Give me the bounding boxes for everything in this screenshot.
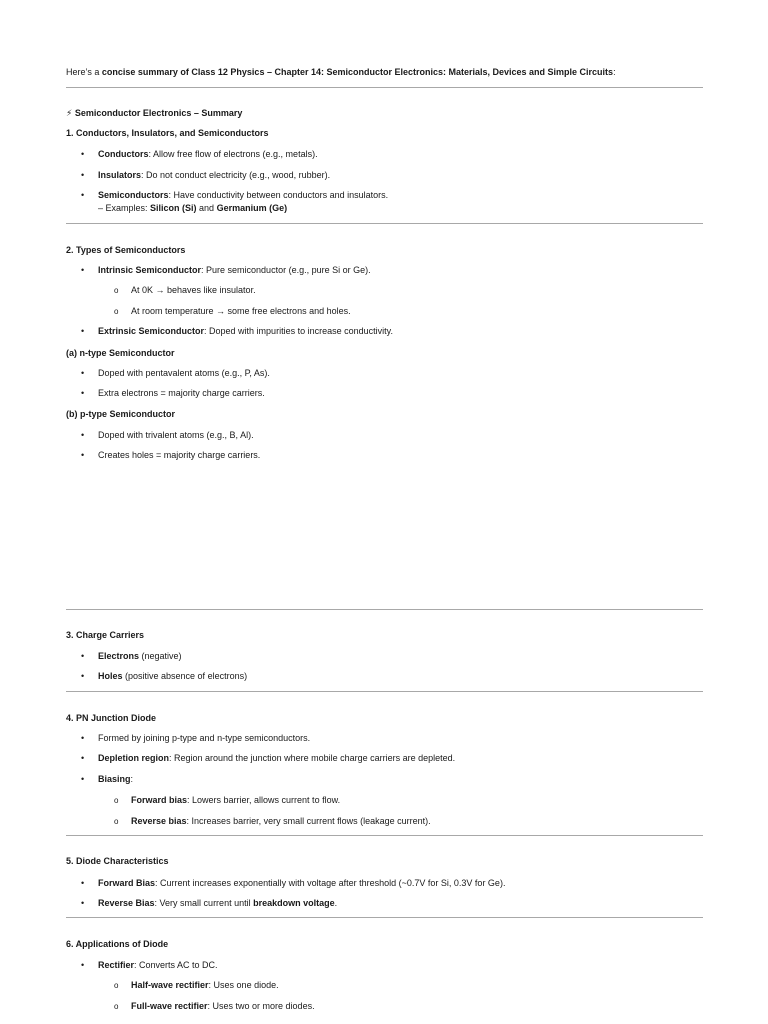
bullet-icon: • (81, 368, 85, 378)
sub-bullet-icon: o (114, 1002, 119, 1011)
term: Full-wave rectifier (131, 1001, 208, 1011)
divider (66, 835, 703, 836)
description: : Current increases exponentially with voltage after threshold (~0.7V for Si, 0.3V for Ge). (155, 878, 506, 888)
section-heading: 3. Charge Carriers (66, 630, 145, 640)
section-heading: 5. Diode Characteristics (66, 856, 169, 866)
description: : Uses one diode. (208, 980, 279, 990)
bullet-icon: • (81, 190, 85, 200)
bullet-icon: • (81, 753, 85, 763)
description: : Allow free flow of electrons (e.g., metals). (148, 149, 318, 159)
description: : Uses two or more diodes. (207, 1001, 315, 1011)
bullet-icon: • (81, 898, 85, 908)
description: At room temperature → some free electrons and holes. (131, 306, 351, 316)
summary-title-text: Semiconductor Electronics – Summary (74, 108, 243, 118)
description: : Increases barrier, very small current flows (leakage current). (186, 816, 431, 826)
description: Doped with trivalent atoms (e.g., B, Al). (98, 430, 254, 440)
term: Intrinsic Semiconductor (98, 265, 202, 275)
intro-line (66, 66, 616, 79)
description: : Pure semiconductor (e.g., pure Si or Ge). (201, 265, 371, 275)
summary-title (66, 107, 242, 120)
description: : Have conductivity between conductors and insulators. (168, 190, 389, 200)
intro-lead: Here’s a (66, 67, 102, 77)
bullet-icon: • (81, 671, 85, 681)
bullet-icon: • (81, 450, 85, 460)
term: Forward Bias (98, 878, 156, 888)
bullet-icon: • (81, 388, 85, 398)
description: At 0K → behaves like insulator. (131, 285, 256, 295)
term: Holes (98, 671, 123, 681)
term: Biasing (98, 774, 131, 784)
bullet-icon: • (81, 878, 85, 888)
term: Half-wave rectifier (131, 980, 209, 990)
description: (negative) (139, 651, 182, 661)
term: Depletion region (98, 753, 170, 763)
sub-bullet-icon: o (114, 307, 119, 316)
description: : Do not conduct electricity (e.g., wood, rubber). (141, 170, 331, 180)
description: : Region around the junction where mobile charge carriers are depleted. (169, 753, 456, 763)
sub-bullet-icon: o (114, 796, 119, 805)
sub-bullet-icon: o (114, 981, 119, 990)
term: Reverse Bias (98, 898, 155, 908)
bullet-icon: • (81, 326, 85, 336)
examples-lead: – Examples: (98, 203, 151, 213)
description: : Very small current until (154, 898, 254, 908)
examples-line (98, 202, 287, 215)
term-breakdown-voltage: breakdown voltage (253, 898, 335, 908)
term: Reverse bias (131, 816, 187, 826)
subsection-heading: (b) p-type Semiconductor (66, 409, 176, 419)
description: Doped with pentavalent atoms (e.g., P, As). (98, 368, 270, 378)
bullet-icon: • (81, 774, 85, 784)
examples-and: and (196, 203, 217, 213)
section-heading: 1. Conductors, Insulators, and Semiconductors (66, 128, 269, 138)
divider (66, 223, 703, 224)
divider (66, 609, 703, 610)
intro-tail: : (613, 67, 616, 77)
description: Extra electrons = majority charge carriers. (98, 388, 265, 398)
description-end: . (334, 898, 338, 908)
bullet-icon: • (81, 733, 85, 743)
section-heading: 2. Types of Semiconductors (66, 245, 186, 255)
divider (66, 87, 703, 88)
example-germanium: Germanium (Ge) (216, 203, 288, 213)
lightning-icon: ⚡ (66, 108, 73, 118)
description: : (130, 774, 134, 784)
example-silicon: Silicon (Si) (150, 203, 197, 213)
bullet-icon: • (81, 170, 85, 180)
bullet-icon: • (81, 651, 85, 661)
bullet-icon: • (81, 149, 85, 159)
sub-bullet-icon: o (114, 817, 119, 826)
bullet-icon: • (81, 960, 85, 970)
term: Conductors (98, 149, 149, 159)
description: : Converts AC to DC. (134, 960, 218, 970)
description: Creates holes = majority charge carriers. (98, 450, 261, 460)
term: Insulators (98, 170, 142, 180)
term: Electrons (98, 651, 140, 661)
description: Formed by joining p-type and n-type semiconductors. (98, 733, 311, 743)
term: Extrinsic Semiconductor (98, 326, 205, 336)
sub-bullet-icon: o (114, 286, 119, 295)
description: : Lowers barrier, allows current to flow. (187, 795, 341, 805)
term: Rectifier (98, 960, 135, 970)
section-heading: 6. Applications of Diode (66, 939, 169, 949)
term: Forward bias (131, 795, 188, 805)
subsection-heading: (a) n-type Semiconductor (66, 348, 175, 358)
description: (positive absence of electrons) (122, 671, 248, 681)
bullet-icon: • (81, 430, 85, 440)
bullet-icon: • (81, 265, 85, 275)
term: Semiconductors (98, 190, 169, 200)
section-heading: 4. PN Junction Diode (66, 713, 157, 723)
intro-bold: concise summary of Class 12 Physics – Chapter 14: Semiconductor Electronics: Materials, Devices and Simple Circuits (101, 67, 614, 77)
divider (66, 691, 703, 692)
description: : Doped with impurities to increase conductivity. (204, 326, 393, 336)
divider (66, 917, 703, 918)
